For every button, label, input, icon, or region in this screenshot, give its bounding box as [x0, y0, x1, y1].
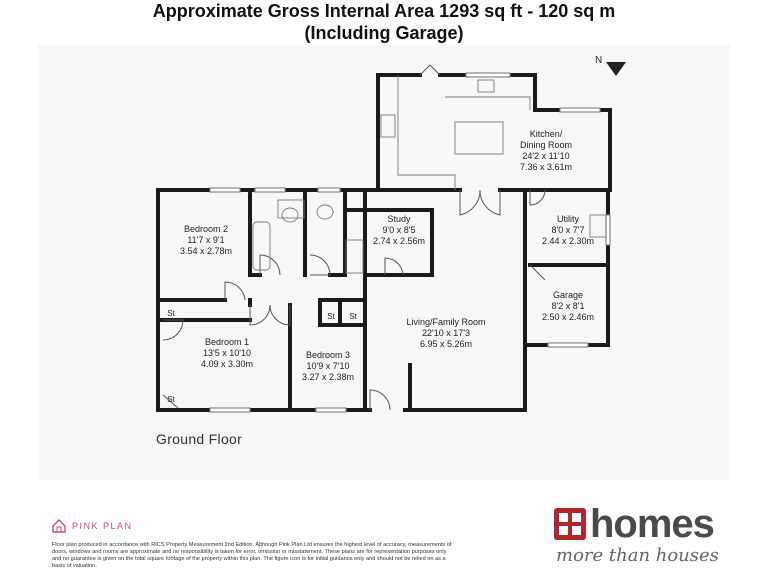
room-living	[406, 317, 485, 349]
room-label-line: 4.09 x 3.30m	[200, 359, 254, 369]
room-label-line: 9'0 x 8'5	[382, 225, 416, 235]
room-label-line: 7.36 x 3.61m	[519, 162, 573, 172]
room-label-line: 3.27 x 2.38m	[301, 372, 355, 382]
brand-tagline: more than houses	[556, 545, 719, 566]
homes-logo	[554, 500, 724, 572]
room-label-line: Bedroom 3	[305, 350, 351, 360]
room-bedroom2	[180, 224, 232, 256]
north-arrow-icon	[606, 62, 626, 76]
room-kitchen	[520, 129, 572, 172]
room-label-line: Dining Room	[519, 140, 573, 150]
room-label-line: Bedroom 2	[183, 224, 229, 234]
room-utility	[542, 214, 594, 246]
disclaimer-text: Floor plan produced in accordance with RICS Property Measurement 2nd Edition. Although Pink Plan Ltd ensures the highest level of accuracy, measurements of doors, windows and rooms are approximate and no responsibility is taken for error, omission or misstatement. These plans are for representation purposes only and no guarantee is given on the total square footage of the property within this plan. The figure icon is for initial guidance only and should not be relied on as a basis of valuation.	[52, 542, 452, 569]
room-bedroom1	[201, 337, 253, 369]
room-label-line: 24'2 x 11'10	[522, 151, 570, 161]
room-label-line: 10'9 x 7'10	[306, 361, 350, 371]
room-label-line: 8'2 x 8'1	[551, 301, 585, 311]
room-label-line: 8'0 x 7'7	[551, 225, 585, 235]
store-label-2: St	[167, 395, 175, 404]
store-label-4: St	[349, 312, 357, 321]
room-label-line: 2.44 x 2.30m	[541, 236, 595, 246]
room-label-line: 13'5 x 10'10	[203, 348, 251, 358]
room-label-line: Kitchen/	[529, 129, 563, 139]
room-label-line: Study	[387, 214, 411, 224]
room-label-line: Living/Family Room	[406, 317, 486, 327]
title-line-2: (Including Garage)	[304, 23, 464, 43]
room-bedroom3	[302, 350, 354, 382]
brand-name: homes	[590, 502, 714, 546]
room-label-line: 22'10 x 17'3	[422, 328, 470, 338]
room-label-line: 3.54 x 2.78m	[179, 246, 233, 256]
store-label-1: St	[167, 309, 175, 318]
floor-label: Ground Floor	[156, 431, 243, 447]
pink-plan-icon	[52, 519, 66, 533]
compass	[595, 55, 626, 76]
room-garage	[542, 290, 594, 322]
room-label-line: 6.95 x 5.26m	[419, 339, 473, 349]
room-label-line: 2.74 x 2.56m	[372, 236, 426, 246]
title-line-1: Approximate Gross Internal Area 1293 sq ft - 120 sq m	[152, 1, 616, 21]
room-label-line: 11'7 x 9'1	[187, 235, 225, 245]
store-label-3: St	[327, 312, 335, 321]
homes-brand-icon	[554, 508, 586, 540]
room-label-line: Garage	[552, 290, 584, 300]
pink-plan-text: PINK PLAN	[72, 521, 133, 531]
room-label-line: Utility	[557, 214, 579, 224]
pink-plan-logo	[52, 517, 133, 535]
room-study	[373, 214, 425, 246]
room-label-line: Bedroom 1	[204, 337, 250, 347]
room-label-line: 2.50 x 2.46m	[541, 312, 595, 322]
compass-label: N	[595, 55, 603, 66]
